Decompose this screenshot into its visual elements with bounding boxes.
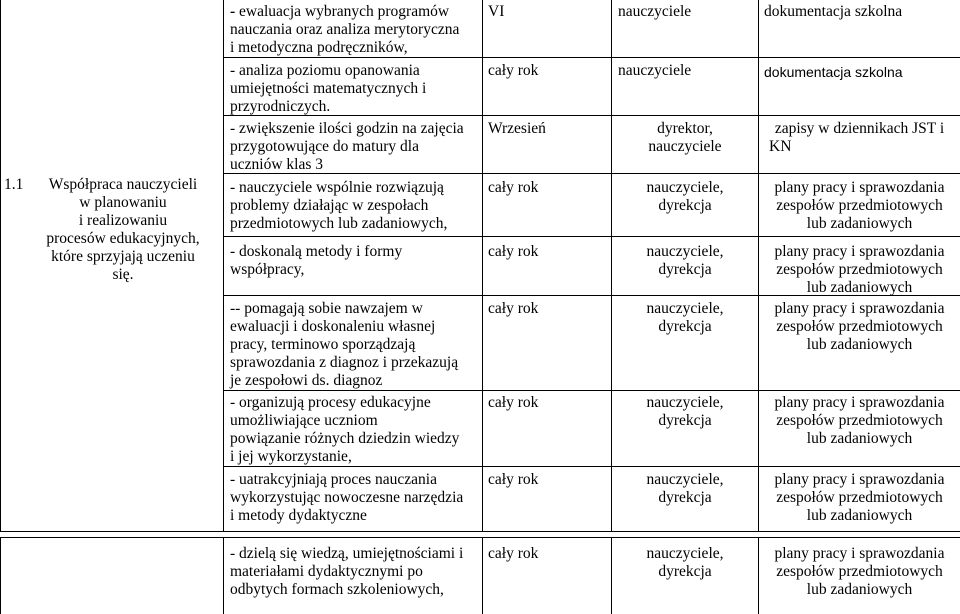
- task-line: - nauczyciele wspólnie rozwiązują: [230, 179, 444, 196]
- task-line: - uatrakcyjniają proces nauczania: [230, 471, 437, 488]
- task-line: - dzielą się wiedzą, umiejętnościami i: [230, 545, 464, 562]
- task-line: materiałami dydaktycznymi po: [230, 563, 423, 580]
- evidence-line: zespołów przedmiotowych: [776, 318, 943, 335]
- responsible-line: nauczyciele: [648, 138, 722, 155]
- task-cell: [230, 179, 475, 233]
- task-line: ewaluacji i doskonaleniu własnej: [230, 318, 436, 335]
- responsible-cell: [612, 394, 758, 430]
- responsible-line: nauczyciele,: [646, 394, 724, 411]
- section-title-line: i realizowaniu: [78, 212, 168, 229]
- term-cell: cały rok: [488, 300, 539, 317]
- evidence-line: plany pracy i sprawozdania: [774, 300, 945, 317]
- evidence-line: lub zadaniowych: [806, 507, 913, 524]
- task-line: pracy, terminowo sporządzają: [230, 336, 416, 353]
- responsible-line: nauczyciele,: [646, 471, 724, 488]
- responsible-line: dyrektor,: [657, 120, 713, 137]
- evidence-line: plany pracy i sprawozdania: [774, 394, 945, 411]
- column-divider: [482, 0, 483, 532]
- task-cell: [230, 471, 475, 525]
- row-divider: [223, 57, 960, 58]
- responsible-cell: [612, 179, 758, 215]
- evidence-line: lub zadaniowych: [806, 215, 913, 232]
- responsible-cell: [612, 120, 758, 156]
- responsible-line: dyrekcja: [658, 318, 712, 335]
- responsible-line: dyrekcja: [658, 261, 712, 278]
- task-line: przygotowujące do matury dla: [230, 138, 419, 155]
- responsible-line: dyrekcja: [658, 489, 712, 506]
- evidence-cell: [759, 300, 960, 354]
- responsible-line: dyrekcja: [658, 412, 712, 429]
- section-title-line: procesów edukacyjnych,: [46, 230, 200, 247]
- task-line: powiązanie różnych dziedzin wiedzy: [230, 430, 460, 447]
- evidence-line: KN: [769, 138, 792, 155]
- evidence-line: zespołów przedmiotowych: [776, 489, 943, 506]
- evidence-cell: [759, 243, 960, 297]
- task-line: przyrodniczych.: [230, 98, 331, 115]
- task-line: je zespołowi ds. diagnoz: [230, 372, 383, 389]
- evidence-line: lub zadaniowych: [806, 279, 913, 296]
- task-line: umiejętności matematycznych i: [230, 80, 427, 97]
- responsible-line: nauczyciele,: [646, 545, 724, 562]
- term-cell: cały rok: [488, 62, 539, 79]
- responsible-line: dyrekcja: [658, 563, 712, 580]
- task-line: umożliwiające uczniom: [230, 412, 378, 429]
- section-number: 1.1: [4, 176, 24, 193]
- evidence-cell: [759, 120, 960, 156]
- responsible-cell: [612, 243, 758, 279]
- task-line: odbytych formach szkoleniowych,: [230, 581, 444, 598]
- task-cell: [230, 394, 475, 466]
- evidence-cell: [759, 471, 960, 525]
- term-cell: cały rok: [488, 394, 539, 411]
- evidence-cell: [759, 545, 960, 599]
- task-line: współpracy,: [230, 261, 305, 278]
- responsible-cell: nauczyciele: [618, 3, 692, 20]
- responsible-line: nauczyciele,: [646, 243, 724, 260]
- task-cell: [230, 3, 475, 57]
- term-cell: VI: [488, 3, 505, 20]
- column-divider: [482, 537, 483, 614]
- section-title-line: które sprzyjają uczeniu: [51, 248, 195, 265]
- responsible-line: nauczyciele,: [646, 179, 724, 196]
- task-cell: [230, 545, 475, 599]
- task-cell: [230, 62, 475, 116]
- term-cell: cały rok: [488, 179, 539, 196]
- table-border-bottom: [0, 531, 960, 532]
- responsible-line: nauczyciele,: [646, 300, 724, 317]
- evidence-cell: dokumentacja szkolna: [764, 64, 903, 80]
- term-cell: cały rok: [488, 471, 539, 488]
- responsible-cell: nauczyciele: [618, 62, 692, 79]
- task-line: -- pomagają sobie nawzajem w: [230, 300, 423, 317]
- evidence-cell: [759, 394, 960, 448]
- table-border-top: [0, 537, 960, 538]
- evidence-line: lub zadaniowych: [806, 581, 913, 598]
- evidence-line: zespołów przedmiotowych: [776, 563, 943, 580]
- evidence-line: plany pracy i sprawozdania: [774, 179, 945, 196]
- evidence-line: zapisy w dziennikach JST i: [774, 120, 945, 137]
- row-divider: [223, 236, 960, 237]
- table-border-left: [0, 537, 1, 614]
- responsible-cell: [612, 471, 758, 507]
- evidence-line: zespołów przedmiotowych: [776, 261, 943, 278]
- task-line: i metody dydaktyczne: [230, 507, 367, 524]
- task-line: - doskonalą metody i formy: [230, 243, 403, 260]
- evidence-cell: [759, 179, 960, 233]
- row-divider: [223, 466, 960, 467]
- responsible-cell: [612, 300, 758, 336]
- section-title-line: w planowaniu: [79, 194, 167, 211]
- task-line: - zwiększenie ilości godzin na zajęcia: [230, 120, 464, 137]
- task-line: sprawozdania z diagnoz i przekazują: [230, 354, 459, 371]
- evidence-line: plany pracy i sprawozdania: [774, 545, 945, 562]
- task-line: przedmiotowych lub zadaniowych,: [230, 215, 448, 232]
- task-line: nauczania oraz analiza merytoryczna: [230, 21, 460, 38]
- column-divider: [223, 537, 224, 614]
- task-cell: [230, 120, 475, 174]
- term-cell: cały rok: [488, 243, 539, 260]
- evidence-line: zespołów przedmiotowych: [776, 197, 943, 214]
- task-line: problemy działając w zespołach: [230, 197, 429, 214]
- evidence-cell: dokumentacja szkolna: [764, 3, 903, 20]
- evidence-line: plany pracy i sprawozdania: [774, 243, 945, 260]
- term-cell: cały rok: [488, 545, 539, 562]
- column-divider: [223, 0, 224, 532]
- task-cell: [230, 300, 475, 390]
- task-line: - ewaluacja wybranych programów: [230, 3, 450, 20]
- responsible-line: dyrekcja: [658, 197, 712, 214]
- term-cell: Wrzesień: [488, 120, 546, 137]
- section-title: [27, 176, 219, 284]
- evidence-line: lub zadaniowych: [806, 430, 913, 447]
- evidence-line: plany pracy i sprawozdania: [774, 471, 945, 488]
- section-title-line: się.: [112, 266, 134, 283]
- task-cell: [230, 243, 475, 279]
- row-divider: [223, 390, 960, 391]
- task-line: - analiza poziomu opanowania: [230, 62, 420, 79]
- task-line: - organizują procesy edukacyjne: [230, 394, 431, 411]
- evidence-line: lub zadaniowych: [806, 336, 913, 353]
- responsible-cell: [612, 545, 758, 581]
- table-border-left: [0, 0, 1, 532]
- task-line: i metodyczna podręczników,: [230, 39, 408, 56]
- task-line: uczniów klas 3: [230, 156, 323, 173]
- task-text: ewaluacja wybranych programów: [239, 3, 450, 20]
- task-line: wykorzystując nowoczesne narzędzia: [230, 489, 464, 506]
- task-line: i jej wykorzystanie,: [230, 448, 352, 465]
- evidence-line: zespołów przedmiotowych: [776, 412, 943, 429]
- section-title-line: Współpraca nauczycieli: [48, 176, 198, 193]
